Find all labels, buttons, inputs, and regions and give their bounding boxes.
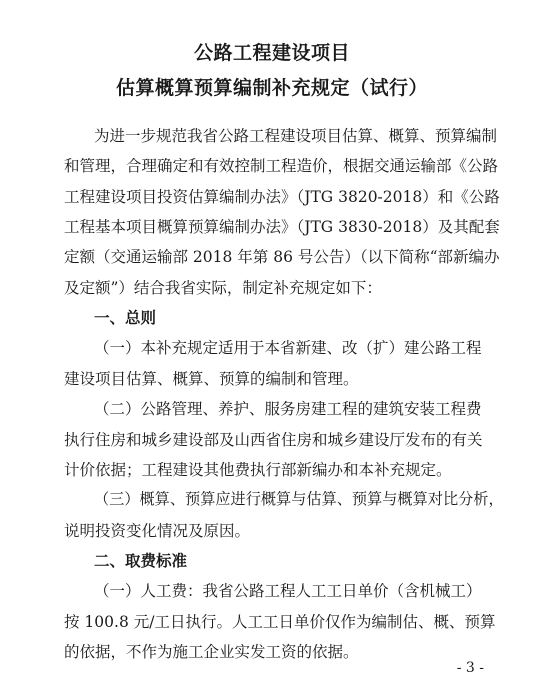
intro-line-6: 及定额”）结合我省实际，制定补充规定如下： [64, 279, 382, 297]
intro-line-1: 为进一步规范我省公路工程建设项目估算、概算、预算编制 [94, 127, 498, 145]
intro-line-5: 定额（交通运输部 2018 年第 86 号公告）（以下简称“部新编办 [64, 248, 500, 266]
section-1-item-3-line-2: 说明投资变化情况及原因。 [64, 522, 251, 540]
section-1-item-2-line-3: 计价依据；工程建设其他费执行部新编办和本补充规定。 [64, 461, 452, 479]
section-1-item-1-line-1: （一）本补充规定适用于本省新建、改（扩）建公路工程 [94, 339, 482, 357]
section-2-item-1-line-1: （一）人工费：我省公路工程人工工日单价（含机械工） [94, 582, 482, 600]
section-1-item-2-line-1: （二）公路管理、养护、服务房建工程的建筑安装工程费 [94, 400, 482, 418]
section-1-item-3-line-1: （三）概算、预算应进行概算与估算、预算与概算对比分析， [94, 490, 504, 508]
intro-line-4: 工程基本项目概算预算编制办法》（JTG 3830-2018）及其配套 [64, 218, 500, 236]
document-title-line-1: 公路工程建设项目 [193, 42, 350, 64]
intro-line-3: 工程建设项目投资估算编制办法》（JTG 3820-2018）和《公路 [64, 188, 500, 206]
page-number: - 3 - [456, 660, 484, 676]
section-1-heading: 一、总则 [94, 309, 157, 327]
intro-line-2: 和管理，合理确定和有效控制工程造价，根据交通运输部《公路 [64, 157, 499, 175]
section-1-item-1-line-2: 建设项目估算、概算、预算的编制和管理。 [64, 370, 359, 388]
section-1-item-2-line-2: 执行住房和城乡建设部及山西省住房和城乡建设厅发布的有关 [64, 431, 483, 449]
section-2-item-1-line-2: 按 100.8 元/工日执行。人工工日单价仅作为编制估、概、预算 [64, 613, 496, 631]
document-title-line-2: 估算概算预算编制补充规定（试行） [115, 77, 428, 99]
section-2-item-1-line-3: 的依据，不作为施工企业实发工资的依据。 [64, 643, 359, 661]
section-2-heading: 二、取费标准 [94, 552, 188, 570]
